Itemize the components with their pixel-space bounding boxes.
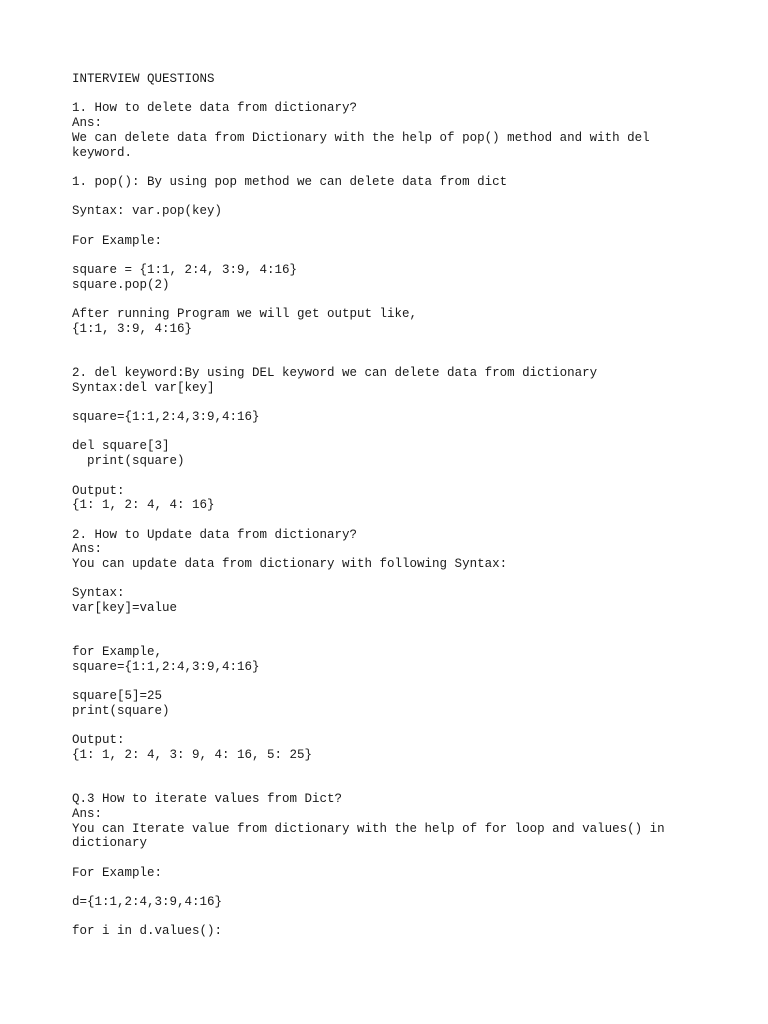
document-line: 1. pop(): By using pop method we can delete data from dict [72, 174, 508, 189]
document-line: square={1:1,2:4,3:9,4:16} [72, 410, 260, 425]
document-line: print(square) [72, 454, 185, 469]
document-line [72, 910, 712, 925]
document-line [72, 763, 712, 778]
document-line: var[key]=value [72, 601, 178, 616]
document-line: square.pop(2) [72, 277, 170, 292]
document-line [72, 777, 712, 792]
document-line [72, 248, 712, 263]
document-line: 2. How to Update data from dictionary? [72, 527, 358, 542]
document-line [72, 572, 712, 587]
document-line [72, 337, 712, 352]
document-line: Q.3 How to iterate values from Dict? [72, 792, 343, 807]
document-line: For Example: [72, 233, 163, 248]
document-line [72, 87, 712, 102]
document-line: 1. How to delete data from dictionary? [72, 101, 358, 116]
document-line: You can Iterate value from dictionary with the help of for loop and values() in [72, 821, 665, 836]
document-line [72, 719, 712, 734]
document-line: {1: 1, 2: 4, 4: 16} [72, 498, 215, 513]
document-line [72, 880, 712, 895]
document-line: Ans: [72, 542, 103, 557]
document-line [72, 631, 712, 646]
document-line: 2. del keyword:By using DEL keyword we can delete data from dictionary [72, 365, 598, 380]
document-line: square = {1:1, 2:4, 3:9, 4:16} [72, 263, 298, 278]
document-line: For Example: [72, 865, 163, 880]
document-line: We can delete data from Dictionary with the help of pop() method and with del [72, 130, 650, 145]
document-line [72, 351, 712, 366]
document-line: Ans: [72, 806, 103, 821]
document-line: After running Program we will get output like, [72, 307, 418, 322]
document-line: You can update data from dictionary with following Syntax: [72, 557, 508, 572]
document-line [72, 425, 712, 440]
document-line: Ans: [72, 116, 103, 131]
document-line [72, 219, 712, 234]
document-line: for i in d.values(): [72, 924, 223, 939]
document-line: d={1:1,2:4,3:9,4:16} [72, 895, 223, 910]
document-line [72, 395, 712, 410]
document-line: keyword. [72, 145, 133, 160]
document-line [72, 292, 712, 307]
document-line [72, 616, 712, 631]
document-line: del square[3] [72, 439, 170, 454]
document-line: square[5]=25 [72, 689, 163, 704]
document-line [72, 469, 712, 484]
document-line: Syntax:del var[key] [72, 380, 215, 395]
document-line: Syntax: var.pop(key) [72, 204, 223, 219]
document-line: Output: [72, 733, 125, 748]
document-line: {1: 1, 2: 4, 3: 9, 4: 16, 5: 25} [72, 748, 313, 763]
document-line: print(square) [72, 703, 170, 718]
document-line [72, 160, 712, 175]
document-line: Syntax: [72, 586, 125, 601]
document-page [72, 72, 712, 939]
document-line [72, 675, 712, 690]
document-line [72, 851, 712, 866]
document-line: for Example, [72, 645, 163, 660]
document-line [72, 513, 712, 528]
document-line: Output: [72, 483, 125, 498]
document-line: square={1:1,2:4,3:9,4:16} [72, 659, 260, 674]
document-line: {1:1, 3:9, 4:16} [72, 321, 193, 336]
document-line: dictionary [72, 836, 148, 851]
document-line [72, 190, 712, 205]
document-line: INTERVIEW QUESTIONS [72, 72, 215, 86]
